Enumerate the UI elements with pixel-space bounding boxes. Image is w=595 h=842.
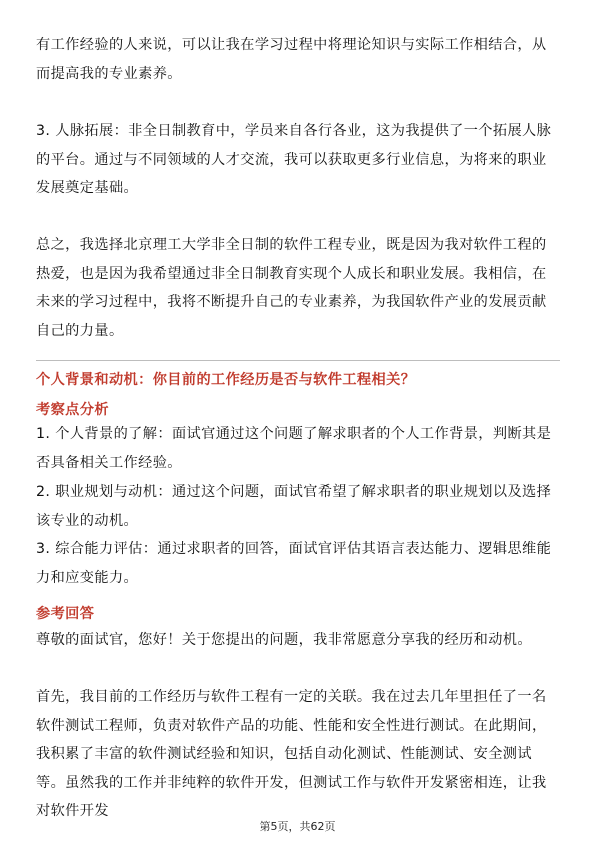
- paragraph-text: 有工作经验的人来说，可以让我在学习过程中将理论知识与实际工作相结合，从而提高我的专业素养。: [36, 37, 547, 82]
- list-item: 3. 综合能力评估：通过求职者的回答，面试官评估其语言表达能力、逻辑思维能力和应变能力。: [36, 541, 552, 586]
- answer-heading-block: [36, 603, 560, 623]
- intro-paragraph-1: [36, 31, 560, 88]
- list-item: 1. 个人背景的了解：面试官通过这个问题了解求职者的个人工作背景，判断其是否具备相关工作经验。: [36, 426, 552, 471]
- paragraph-text: 3. 人脉拓展：非全日制教育中，学员来自各行各业，这为我提供了一个拓展人脉的平台。通过与不同领域的人才交流，我可以获取更多行业信息，为将来的职业发展奠定基础。: [36, 123, 552, 197]
- answer-paragraph-block: [36, 683, 560, 826]
- list-item: 2. 职业规划与动机：通过这个问题，面试官希望了解求职者的职业规划以及选择该专业的动机。: [36, 484, 552, 529]
- question-title: 个人背景和动机：你目前的工作经历是否与软件工程相关？: [36, 372, 416, 388]
- intro-paragraph-3: [36, 231, 560, 345]
- answer-greeting-block: [36, 626, 560, 655]
- paragraph-text: 总之，我选择北京理工大学非全日制的软件工程专业，既是因为我对软件工程的热爱，也是因为我希望通过非全日制教育实现个人成长和职业发展。我相信，在未来的学习过程中，我将不断提升自己的专业素养，为我国软件产业的发展贡献自己的力量。: [36, 237, 547, 339]
- answer-paragraph: 首先，我目前的工作经历与软件工程有一定的关联。我在过去几年里担任了一名软件测试工程师，负责对软件产品的功能、性能和安全性进行测试。在此期间，我积累了丰富的软件测试经验和知识，包括自动化测试、性能测试、安全测试等。虽然我的工作并非纯粹的软件开发，但测试工作与软件开发紧密相连，让我对软件开发: [36, 689, 547, 820]
- section-divider: [36, 360, 560, 361]
- analysis-item-3: [36, 535, 560, 592]
- intro-paragraph-2: [36, 117, 560, 203]
- analysis-heading-block: [36, 399, 560, 419]
- answer-heading: 参考回答: [36, 606, 95, 622]
- question-title-block: [36, 369, 560, 389]
- page-number: 第5页，共62页: [259, 820, 336, 833]
- analysis-item-2: [36, 478, 560, 535]
- answer-greeting: 尊敬的面试官，您好！关于您提出的问题，我非常愿意分享我的经历和动机。: [36, 632, 532, 648]
- analysis-heading: 考察点分析: [36, 402, 109, 418]
- analysis-item-1: [36, 420, 560, 477]
